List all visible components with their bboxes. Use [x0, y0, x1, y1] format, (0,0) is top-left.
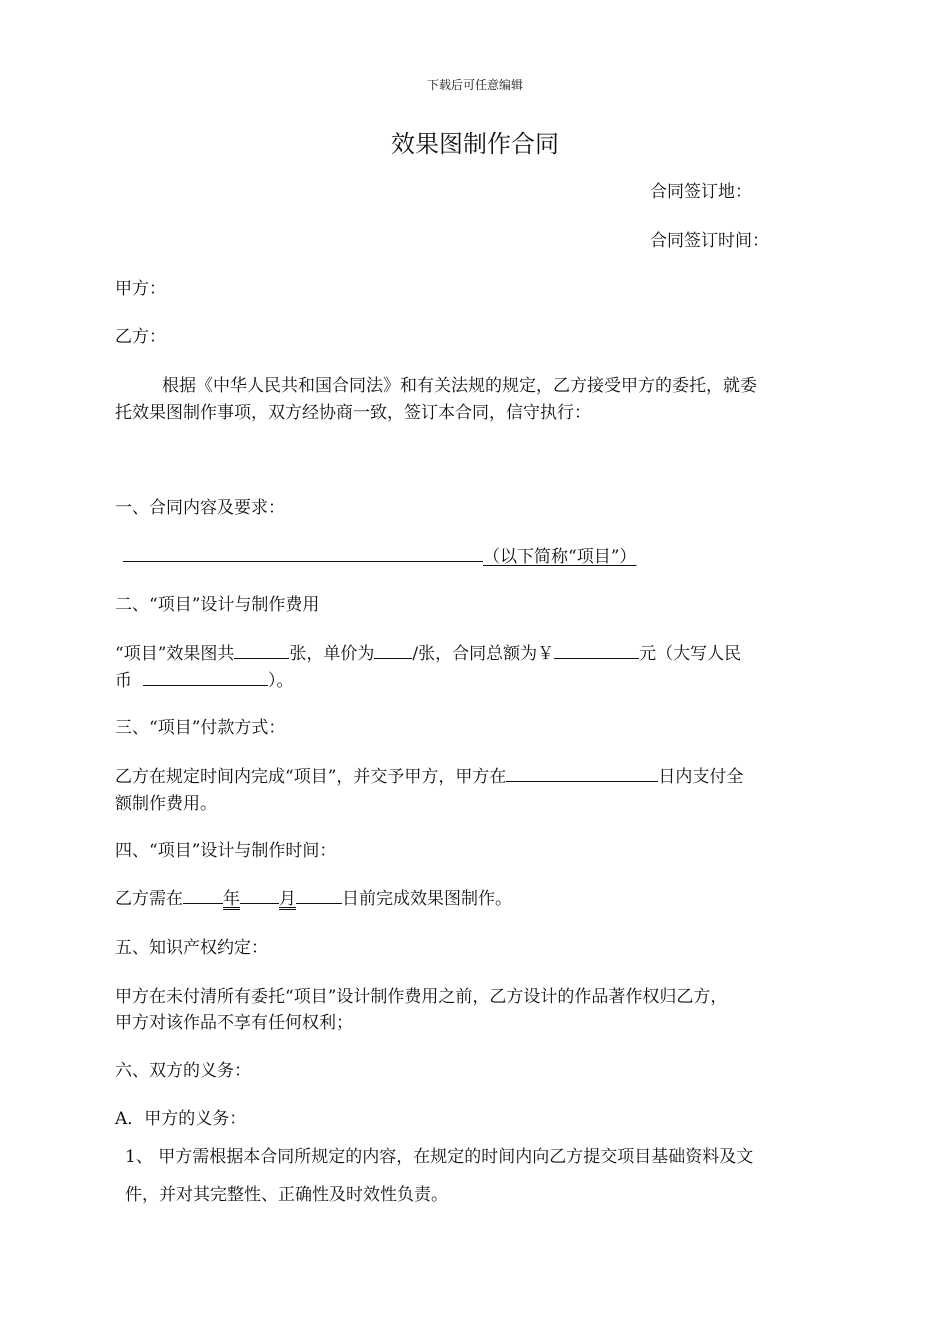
section-5-heading: 五、知识产权约定： [115, 938, 268, 958]
section-1-heading: 一、合同内容及要求： [115, 498, 285, 518]
fee-text-1: “项目”效果图共 [115, 644, 235, 664]
party-a-label: 甲方： [115, 279, 166, 299]
deadline-text-1: 乙方需在 [115, 889, 183, 909]
year-label: 年 [223, 889, 240, 909]
fee-text-6: ）。 [268, 671, 294, 691]
fee-line-2 [115, 666, 294, 691]
amount-in-words-blank[interactable] [143, 668, 268, 686]
header-note: 下载后可任意编辑 [426, 78, 523, 92]
fee-text-3: /张，合同总额为￥ [412, 644, 555, 664]
project-abbrev-note: （以下简称“项目”） [483, 547, 637, 567]
payment-days-blank[interactable] [506, 764, 658, 782]
unit-price-blank[interactable] [374, 641, 412, 659]
project-content-line [123, 542, 636, 567]
project-content-blank[interactable] [123, 544, 483, 562]
section-6-heading: 六、双方的义务： [115, 1061, 251, 1081]
ip-line-1: 甲方在未付清所有委托“项目”设计制作费用之前，乙方设计的作品著作权归乙方， [115, 987, 728, 1007]
party-a-duties-heading: A．甲方的义务： [115, 1109, 247, 1129]
fee-line-1 [115, 639, 741, 664]
deadline-text-2: 日前完成效果图制作。 [342, 889, 512, 909]
fee-text-4: 元（大写人民 [639, 644, 742, 664]
sign-place-label: 合同签订地： [650, 182, 752, 202]
payment-line-1 [115, 762, 743, 787]
fee-text-5: 币 [115, 671, 132, 691]
intro-line-1: 根据《中华人民共和国合同法》和有关法规的规定，乙方接受甲方的委托，就委 [162, 376, 757, 396]
party-b-label: 乙方： [115, 327, 166, 347]
intro-line-2: 托效果图制作事项，双方经协商一致，签订本合同，信守执行： [115, 403, 591, 423]
section-4-heading: 四、“项目”设计与制作时间： [115, 841, 337, 861]
ip-line-2: 甲方对该作品不享有任何权利； [115, 1013, 353, 1033]
deadline-line [115, 884, 512, 909]
fee-text-2: 张，单价为 [289, 644, 375, 664]
duty-item-1-line-2: 件，并对其完整性、正确性及时效性负责。 [125, 1185, 448, 1205]
document-title: 效果图制作合同 [391, 130, 559, 158]
deadline-date-field[interactable] [183, 884, 342, 909]
section-3-heading: 三、“项目”付款方式： [115, 718, 286, 738]
section-2-heading: 二、“项目”设计与制作费用 [115, 595, 320, 615]
payment-line-2: 额制作费用。 [115, 794, 217, 814]
duty-item-1-line-1: 1、 甲方需根据本合同所规定的内容，在规定的时间内向乙方提交项目基础资料及文 [125, 1147, 754, 1167]
payment-text-2: 日内支付全 [658, 767, 744, 787]
image-count-blank[interactable] [234, 641, 289, 659]
total-amount-blank[interactable] [554, 641, 639, 659]
month-label: 月 [279, 889, 296, 909]
sign-time-label: 合同签订时间： [650, 231, 769, 251]
payment-text-1: 乙方在规定时间内完成“项目”，并交予甲方，甲方在 [115, 767, 507, 787]
